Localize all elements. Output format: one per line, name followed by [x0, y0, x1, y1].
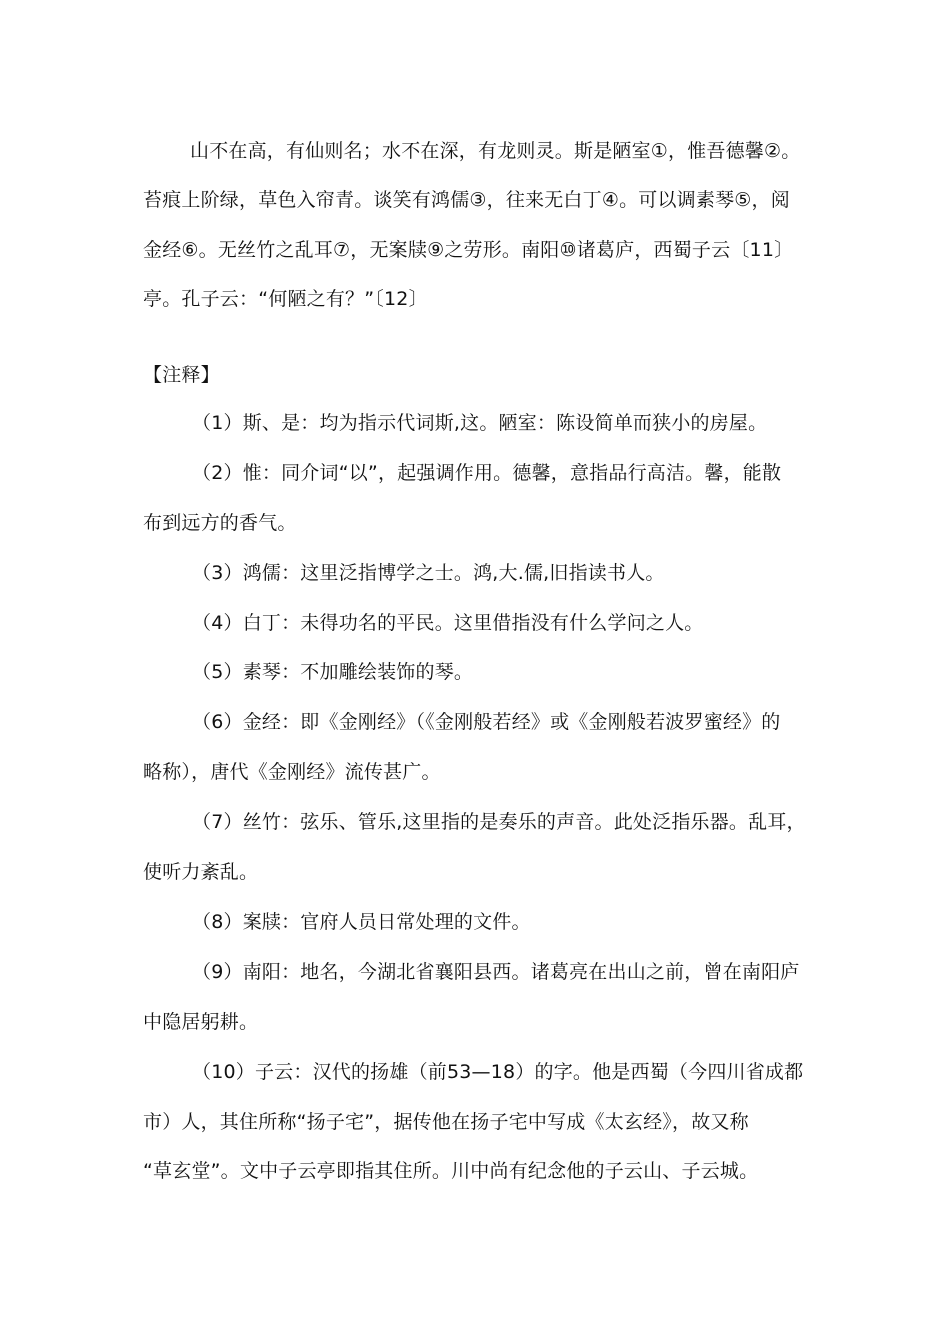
passage-line-2: 苔痕上阶绿，草色入帘青。谈笑有鸿儒③，往来无白丁④。可以调素琴⑤，阅	[143, 189, 790, 211]
passage-line-4: 亭。孔子云：“何陋之有？”〔12〕	[143, 288, 428, 310]
passage-line-1: 山不在高，有仙则名；水不在深，有龙则灵。斯是陋室①，惟吾德馨②。	[190, 140, 801, 162]
note-line: （5）素琴：不加雕绘装饰的琴。	[192, 661, 474, 683]
note-line: “草玄堂”。文中子云亭即指其住所。川中尚有纪念他的子云山、子云城。	[143, 1160, 759, 1182]
note-line: 布到远方的香气。	[143, 512, 297, 534]
note-line: （4）白丁：未得功名的平民。这里借指没有什么学问之人。	[192, 612, 704, 634]
notes-heading: 【注释】	[143, 364, 220, 386]
note-line: （3）鸿儒：这里泛指博学之士。鸿,大.儒,旧指读书人。	[192, 562, 665, 584]
note-line: （10）子云：汉代的扬雄（前53—18）的字。他是西蜀（今四川省成都	[192, 1061, 804, 1083]
note-line: 略称），唐代《金刚经》流传甚广。	[143, 761, 441, 783]
note-line: 中隐居躬耕。	[143, 1011, 259, 1033]
note-line: 使听力紊乱。	[143, 861, 259, 883]
note-line: （6）金经：即《金刚经》（《金刚般若经》或《金刚般若波罗蜜经》的	[192, 711, 781, 733]
note-line: （2）惟：同介词“以”，起强调作用。德馨，意指品行高洁。馨，能散	[192, 462, 782, 484]
note-line: （7）丝竹：弦乐、管乐,这里指的是奏乐的声音。此处泛指乐器。乱耳，	[192, 811, 806, 833]
note-line: 市）人，其住所称“扬子宅”，据传他在扬子宅中写成《太玄经》，故又称	[143, 1111, 749, 1133]
note-line: （8）案牍：官府人员日常处理的文件。	[192, 911, 531, 933]
note-line: （1）斯、是：均为指示代词斯,这。陋室：陈设简单而狭小的房屋。	[192, 412, 768, 434]
note-line: （9）南阳：地名，今湖北省襄阳县西。诸葛亮在出山之前，曾在南阳庐	[192, 961, 800, 983]
passage-line-3: 金经⑥。无丝竹之乱耳⑦，无案牍⑨之劳形。南阳⑩诸葛庐，西蜀子云〔11〕	[143, 239, 794, 261]
